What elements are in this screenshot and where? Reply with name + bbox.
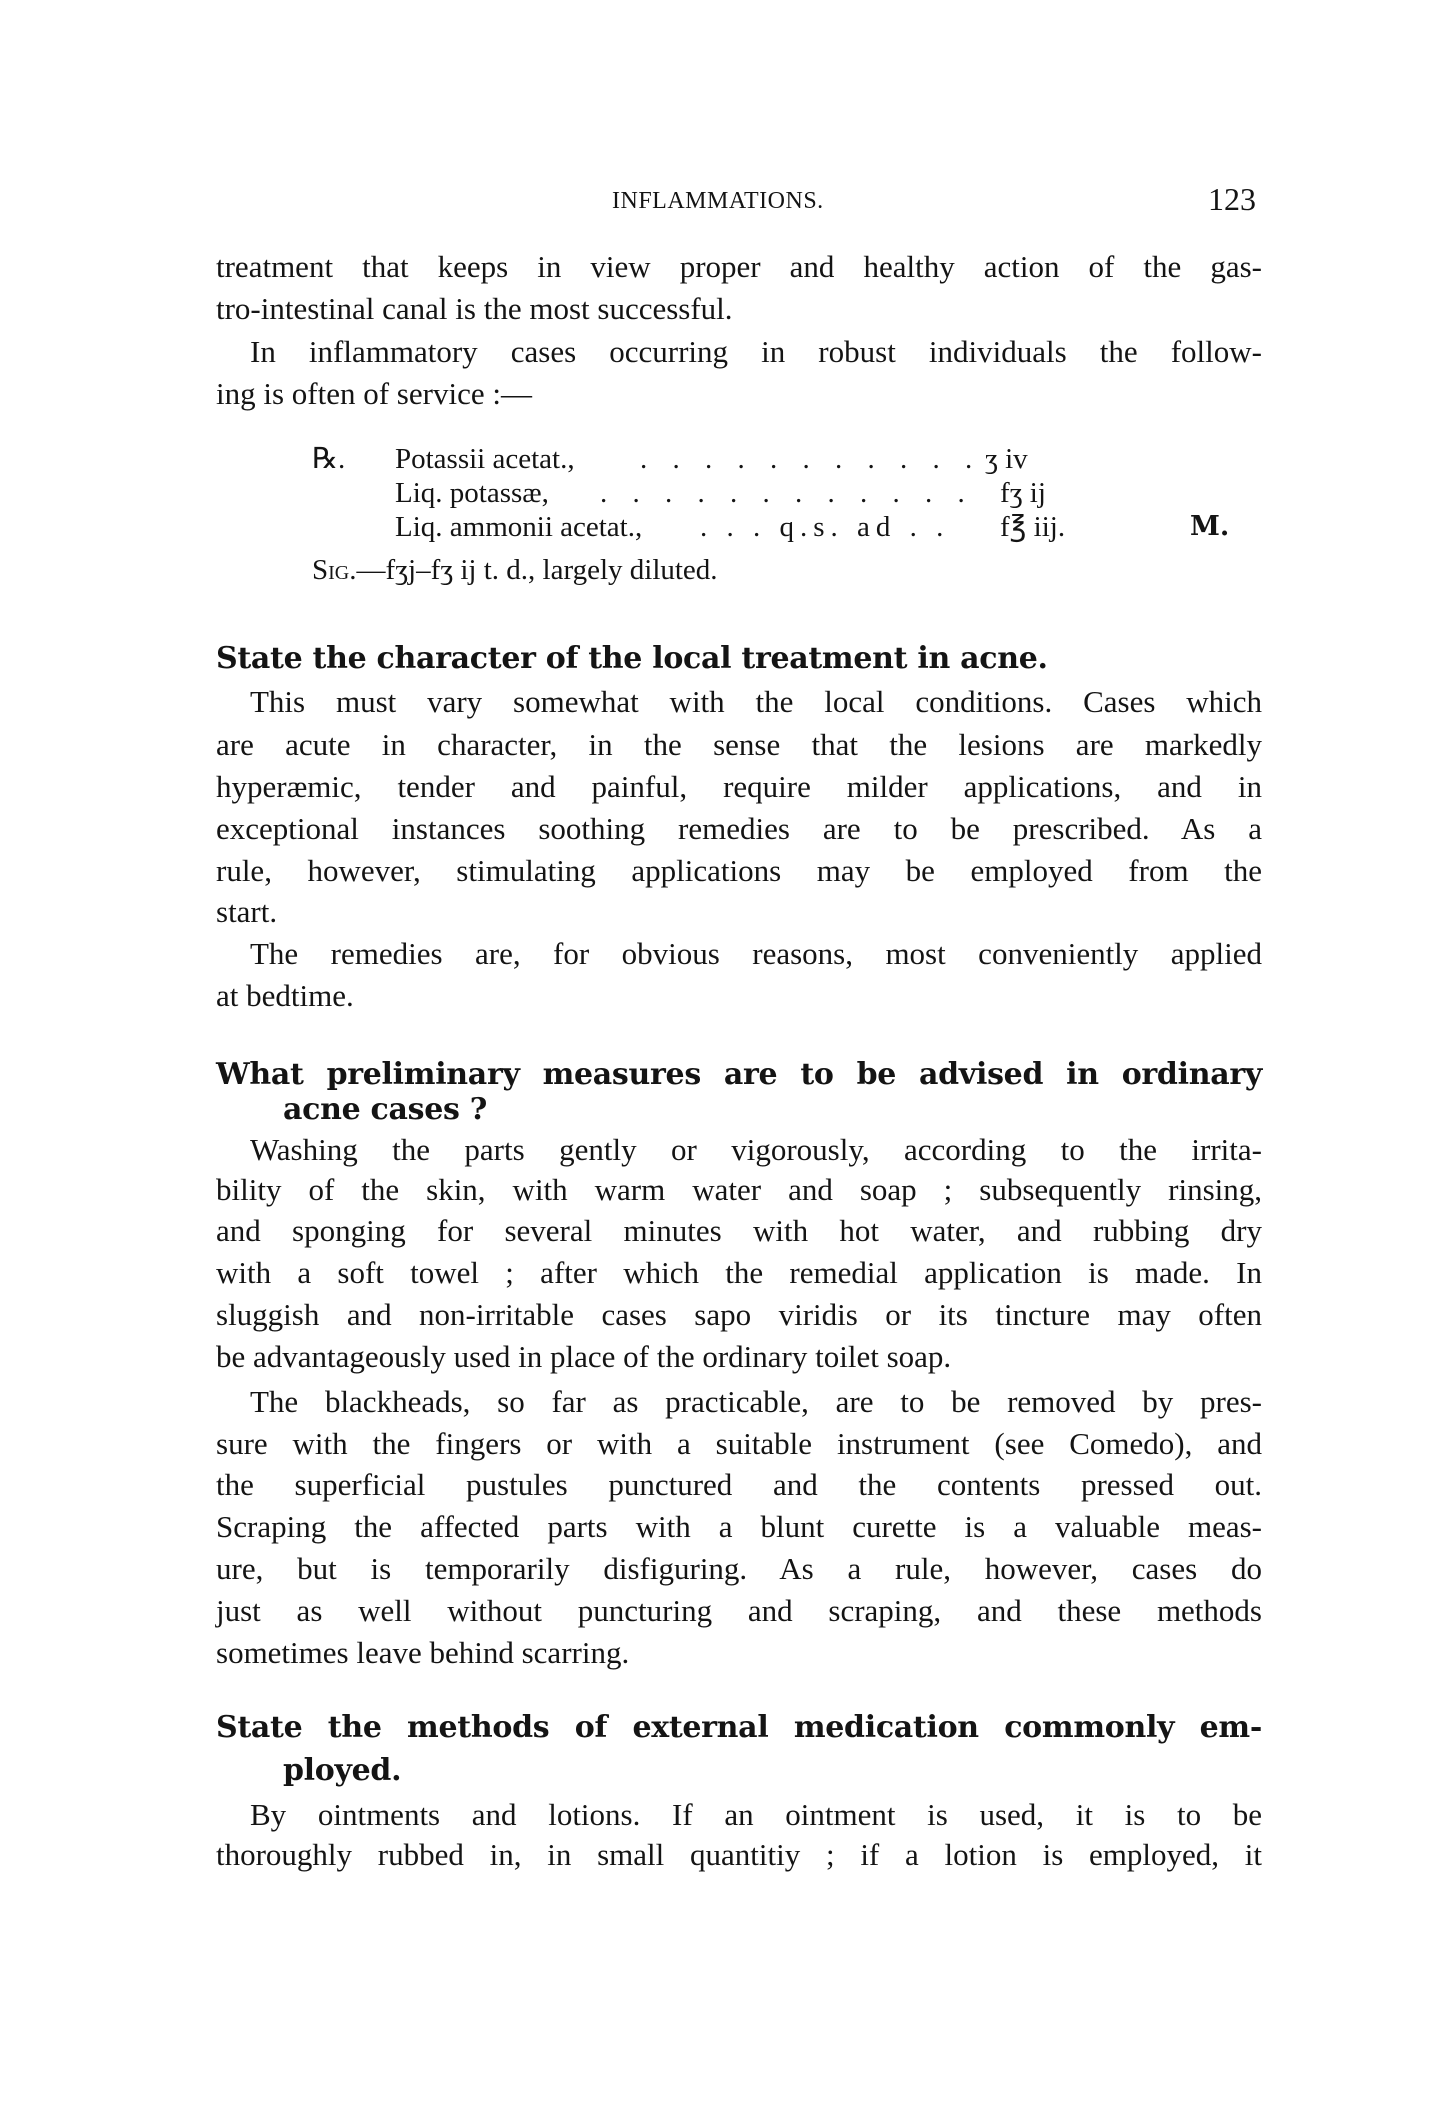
section-heading-continuation: ployed. <box>283 1753 402 1788</box>
text-line: tro-intestinal canal is the most successful. <box>216 291 733 326</box>
section-heading: State the methods of external medication commonly em- <box>216 1710 1262 1745</box>
text-line: In inflammatory cases occurring in robust individuals the follow- <box>250 334 1262 369</box>
text-line: By ointments and lotions. If an ointment is used, it is to be <box>250 1797 1262 1832</box>
recipe-symbol: ℞. <box>312 443 346 475</box>
text-line: start. <box>216 894 278 929</box>
signa-label: Sig. <box>312 554 357 586</box>
text-line: ure, but is temporarily disfiguring. As a rule, however, cases do <box>216 1551 1262 1586</box>
text-line: This must vary somewhat with the local conditions. Cases which <box>250 684 1262 719</box>
text-line: sluggish and non-irritable cases sapo viridis or its tincture may often <box>216 1297 1262 1332</box>
dot-leader: . . . . . . . . . . . . <box>600 477 974 509</box>
ingredient-name: Liq. potassæ, <box>395 477 549 509</box>
section-heading: State the character of the local treatment in acne. <box>216 641 1048 676</box>
dot-leader: . . . q.s. ad . . <box>700 511 950 543</box>
text-line: thoroughly rubbed in, in small quantitiy ; if a lotion is employed, it <box>216 1837 1262 1872</box>
misce-label: M. <box>1190 511 1230 542</box>
signa-line <box>312 553 718 587</box>
text-line: treatment that keeps in view proper and healthy action of the gas- <box>216 249 1262 284</box>
text-line: are acute in character, in the sense that the lesions are markedly <box>216 727 1262 762</box>
text-line: rule, however, stimulating applications may be employed from the <box>216 853 1262 888</box>
text-line: Washing the parts gently or vigorously, according to the irrita- <box>250 1132 1262 1167</box>
text-line: just as well without puncturing and scraping, and these methods <box>216 1593 1262 1628</box>
text-line: bility of the skin, with warm water and soap ; subsequently rinsing, <box>216 1172 1262 1207</box>
text-line: The remedies are, for obvious reasons, most conveniently applied <box>250 936 1262 971</box>
section-heading: What preliminary measures are to be advised in ordinary <box>216 1057 1262 1092</box>
page-number: 123 <box>1208 181 1256 217</box>
text-line: ing is often of service :— <box>216 376 532 411</box>
dot-leader: . . . . . . . . . . . <box>640 443 982 475</box>
running-head <box>0 181 1442 217</box>
text-line: the superficial pustules punctured and the contents pressed out. <box>216 1467 1262 1502</box>
ingredient-name: Potassii acetat., <box>395 443 575 475</box>
text-line: with a soft towel ; after which the remedial application is made. In <box>216 1255 1262 1290</box>
text-line: hyperæmic, tender and painful, require milder applications, and in <box>216 769 1262 804</box>
running-title: INFLAMMATIONS. <box>612 188 824 214</box>
ingredient-name: Liq. ammonii acetat., <box>395 511 643 543</box>
ingredient-quantity: fʒ ij <box>1000 477 1046 509</box>
text-line: sometimes leave behind scarring. <box>216 1635 630 1670</box>
text-line: Scraping the affected parts with a blunt curette is a valuable meas- <box>216 1509 1262 1544</box>
text-line: at bedtime. <box>216 978 354 1013</box>
text-line: be advantageously used in place of the ordinary toilet soap. <box>216 1339 952 1374</box>
signa-text: —fʒj–fʒ ij t. d., largely diluted. <box>356 554 718 586</box>
text-line: exceptional instances soothing remedies are to be prescribed. As a <box>216 811 1262 846</box>
text-line: The blackheads, so far as practicable, are to be removed by pres- <box>250 1384 1262 1419</box>
ingredient-quantity: ʒ iv <box>985 443 1028 475</box>
text-line: and sponging for several minutes with hot water, and rubbing dry <box>216 1213 1262 1248</box>
text-line: sure with the fingers or with a suitable instrument (see Comedo), and <box>216 1426 1262 1461</box>
section-heading-continuation: acne cases ? <box>283 1092 488 1127</box>
ingredient-quantity: f℥ iij. <box>1000 511 1066 543</box>
